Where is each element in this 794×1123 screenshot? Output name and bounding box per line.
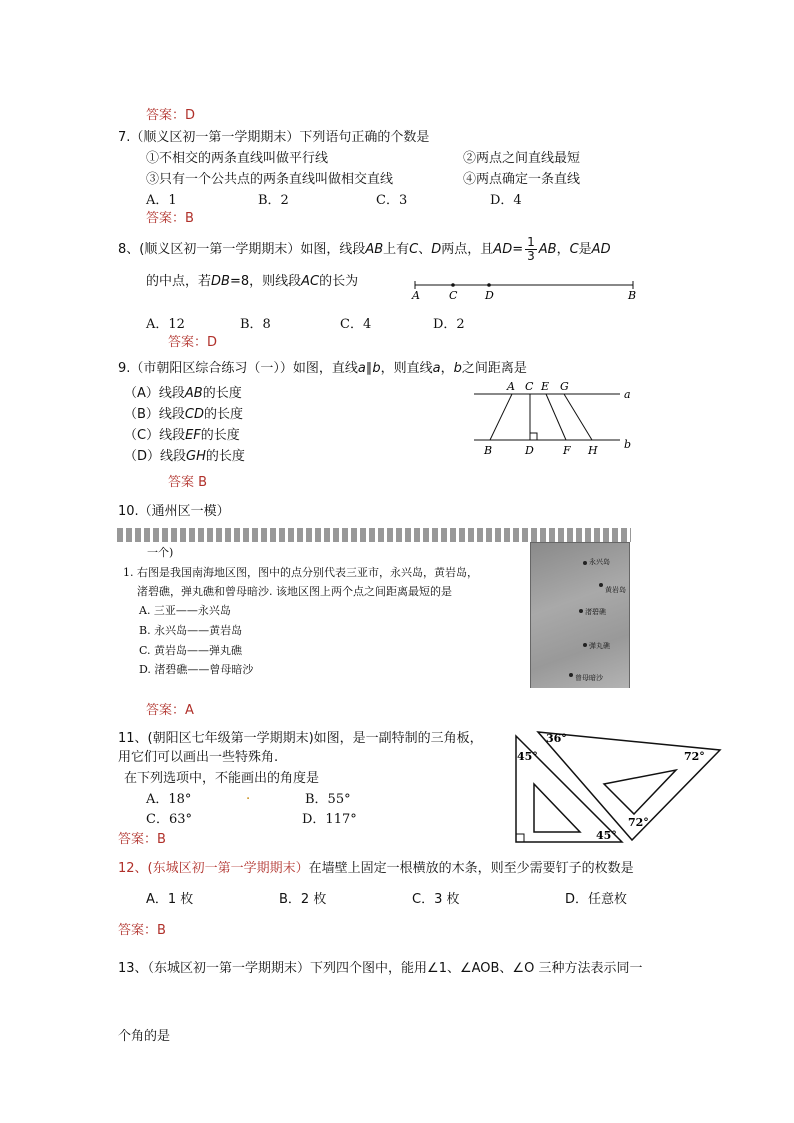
q11-stem-line3: 在下列选项中，不能画出的角度是 <box>124 771 320 786</box>
q11-dot: . <box>246 788 251 803</box>
q8-label-c: C <box>449 289 458 302</box>
q11-triangle-figure <box>508 722 728 848</box>
q11-option-c: C．63° <box>146 812 192 827</box>
q9-fig-label-line-a: a <box>624 388 631 401</box>
map-label-zhubi: 渚碧礁 <box>585 608 606 616</box>
q7-stem: 7.（顺义区初一第一学期期末）下列语句正确的个数是 <box>118 130 430 145</box>
q12-text: 在墙壁上固定一根横放的木条，则至少需要钉子的枚数是 <box>308 861 634 876</box>
q8-option-b: B．8 <box>240 317 271 332</box>
q9-line-b2: b <box>453 361 462 376</box>
q12-option-a: A．1 枚 <box>146 892 194 907</box>
q7-option-c: C．3 <box>376 193 408 208</box>
q8-text-d: ， <box>556 242 570 257</box>
q9-fig-label-c: C <box>525 380 534 393</box>
south-china-sea-map <box>530 542 630 688</box>
q7-statement-1: ①不相交的两条直线叫做平行线 <box>146 151 329 166</box>
q9-opt-d-suffix: 的长度 <box>205 449 245 464</box>
q8-seg-db: DB <box>211 274 230 289</box>
q8-segment-figure <box>405 276 645 306</box>
q9-opt-d-seg: GH <box>186 449 206 464</box>
q8-point-c2: C <box>569 242 579 257</box>
q9-fig-label-f: F <box>563 444 571 457</box>
q10-clip-question2: 渚碧礁，弹丸礁和曾母暗沙. 该地区图上两个点之间距离最短的是 <box>137 585 452 598</box>
q9-opt-a-suffix: 的长度 <box>202 386 242 401</box>
q10-clip-option-b: B. 永兴岛——黄岩岛 <box>139 624 243 637</box>
q11-option-d: D．117° <box>302 812 357 827</box>
q7-answer: 答案：B <box>146 211 194 226</box>
q7-option-b: B．2 <box>258 193 289 208</box>
q12-stem <box>118 857 634 876</box>
q8-point-d: D <box>431 242 442 257</box>
q11-angle-72-right: 72° <box>684 750 705 763</box>
q9-opt-b-seg: CD <box>184 407 205 422</box>
q8-fraction <box>525 236 537 263</box>
q8-label-d: D <box>485 289 494 302</box>
q9-opt-a-seg: AB <box>184 386 203 401</box>
q11-option-a: A．18° <box>146 792 192 807</box>
q11-angle-45-bottom: 45° <box>596 829 617 842</box>
q12-source: 12、(东城区初一第一学期期末） <box>118 861 309 876</box>
q9-option-a <box>124 382 242 401</box>
q9-opt-c-suffix: 的长度 <box>200 428 240 443</box>
q13-stem-line1: 13、（东城区初一第一学期期末）下列四个图中，能用∠1、∠AOB、∠O 三种方法表示同一 <box>118 961 643 976</box>
q11-angle-36: 36° <box>546 732 567 745</box>
q9-answer: 答案 B <box>168 475 208 490</box>
q9-opt-c-prefix: （C）线段 <box>124 428 186 443</box>
q8-frac-den: 3 <box>527 249 535 263</box>
q12-answer: 答案：B <box>118 923 166 938</box>
q8-option-c: C．4 <box>340 317 372 332</box>
q11-angle-72-bottom: 72° <box>628 816 649 829</box>
map-label-danwan: 弹丸礁 <box>589 642 610 650</box>
q10-clip-option-d: D. 渚碧礁——曾母暗沙 <box>139 663 254 676</box>
q10-answer: 答案：A <box>146 703 194 718</box>
q10-clip-question: 1. 右图是我国南海地区图，图中的点分别代表三亚市，永兴岛，黄岩岛， <box>123 566 478 579</box>
q11-stem-line2: 用它们可以画出一些特殊角. <box>118 750 279 765</box>
q12-option-b: B．2 枚 <box>279 892 327 907</box>
q8-stem-line2 <box>146 270 358 289</box>
q8-text-a: 8、(顺义区初一第一学期期末）如图，线段 <box>118 242 366 257</box>
q8-seg-ac: AC <box>301 274 320 289</box>
q9-text-b: ，则直线 <box>380 361 433 376</box>
q7-statement-4: ④两点确定一条直线 <box>463 172 581 187</box>
map-label-yongxing: 永兴岛 <box>589 558 610 566</box>
q8-line2-a: 的中点，若 <box>146 274 212 289</box>
q8-answer: 答案：D <box>168 335 218 350</box>
q9-parallel: ∥ <box>365 361 373 376</box>
q10-clipped-header <box>117 528 631 542</box>
q8-text-e: 是 <box>578 242 592 257</box>
q9-comma: ， <box>440 361 454 376</box>
q9-line-b: b <box>372 361 381 376</box>
q10-stem: 10.（通州区一模） <box>118 504 230 519</box>
q8-eq-right: AB <box>538 242 557 257</box>
q9-fig-label-h: H <box>588 444 598 457</box>
q8-stem-line1 <box>118 236 611 263</box>
q11-stem-line1: 11、(朝阳区七年级第一学期期末)如图，是一副特制的三角板， <box>118 731 483 746</box>
q7-statement-2: ②两点之间直线最短 <box>463 151 581 166</box>
q8-frac-num: 1 <box>527 235 535 249</box>
q8-text-c: 两点，且 <box>441 242 494 257</box>
q10-clip-option-c: C. 黄岩岛——弹丸礁 <box>139 644 243 657</box>
q12-option-d: D．任意枚 <box>565 892 628 907</box>
q8-option-a: A．12 <box>146 317 185 332</box>
q8-line2-b: =8，则线段 <box>229 274 302 289</box>
q12-option-c: C．3 枚 <box>412 892 460 907</box>
q9-opt-d-prefix: （D）线段 <box>124 449 187 464</box>
q9-text-c: 之间距离是 <box>461 361 527 376</box>
q7-option-d: D．4 <box>490 193 522 208</box>
q8-eq-left: AD <box>493 242 513 257</box>
q8-sep: 、 <box>418 242 432 257</box>
q8-line2-c: 的长为 <box>319 274 359 289</box>
q7-statement-3: ③只有一个公共点的两条直线叫做相交直线 <box>146 172 394 187</box>
map-label-huangyan: 黄岩岛 <box>605 586 626 594</box>
q10-clip-option-a: A. 三亚——永兴岛 <box>139 604 231 617</box>
q11-angle-45-top: 45° <box>517 750 538 763</box>
q9-option-d <box>124 445 245 464</box>
q7-option-a: A．1 <box>146 193 177 208</box>
q8-seg-ab: AB <box>365 242 384 257</box>
q9-fig-label-g: G <box>560 380 569 393</box>
q9-fig-label-d: D <box>525 444 534 457</box>
answer-prev: 答案：D <box>146 108 196 123</box>
q9-opt-a-prefix: （A）线段 <box>124 386 185 401</box>
q9-line-a: a <box>357 361 366 376</box>
q8-option-d: D．2 <box>433 317 465 332</box>
q8-label-a: A <box>412 289 420 302</box>
q8-point-c: C <box>409 242 419 257</box>
q9-line-a2: a <box>432 361 441 376</box>
q9-opt-b-suffix: 的长度 <box>204 407 244 422</box>
q8-label-b: B <box>628 289 637 302</box>
q9-option-c <box>124 424 240 443</box>
q11-answer: 答案：B <box>118 832 166 847</box>
q9-opt-b-prefix: （B）线段 <box>124 407 185 422</box>
q9-opt-c-seg: EF <box>185 428 201 443</box>
map-label-zengmu: 曾母暗沙 <box>575 674 603 682</box>
q10-clipped-question <box>117 528 631 688</box>
q9-fig-label-e: E <box>541 380 550 393</box>
q11-option-b: B．55° <box>305 792 351 807</box>
q9-fig-label-line-b: b <box>624 438 632 451</box>
q9-parallel-figure <box>470 376 640 460</box>
q13-stem-line2: 个角的是 <box>118 1029 171 1044</box>
q9-fig-label-b: B <box>484 444 493 457</box>
q9-option-b <box>124 403 243 422</box>
q9-fig-label-a: A <box>507 380 515 393</box>
q10-clip-line1: 一个) <box>147 546 174 559</box>
q9-stem <box>118 357 527 376</box>
q9-text-a: 9.（市朝阳区综合练习（一））如图，直线 <box>118 361 358 376</box>
q8-seg-ad: AD <box>591 242 611 257</box>
q8-eq-sign: = <box>512 242 524 257</box>
q8-text-b: 上有 <box>383 242 410 257</box>
